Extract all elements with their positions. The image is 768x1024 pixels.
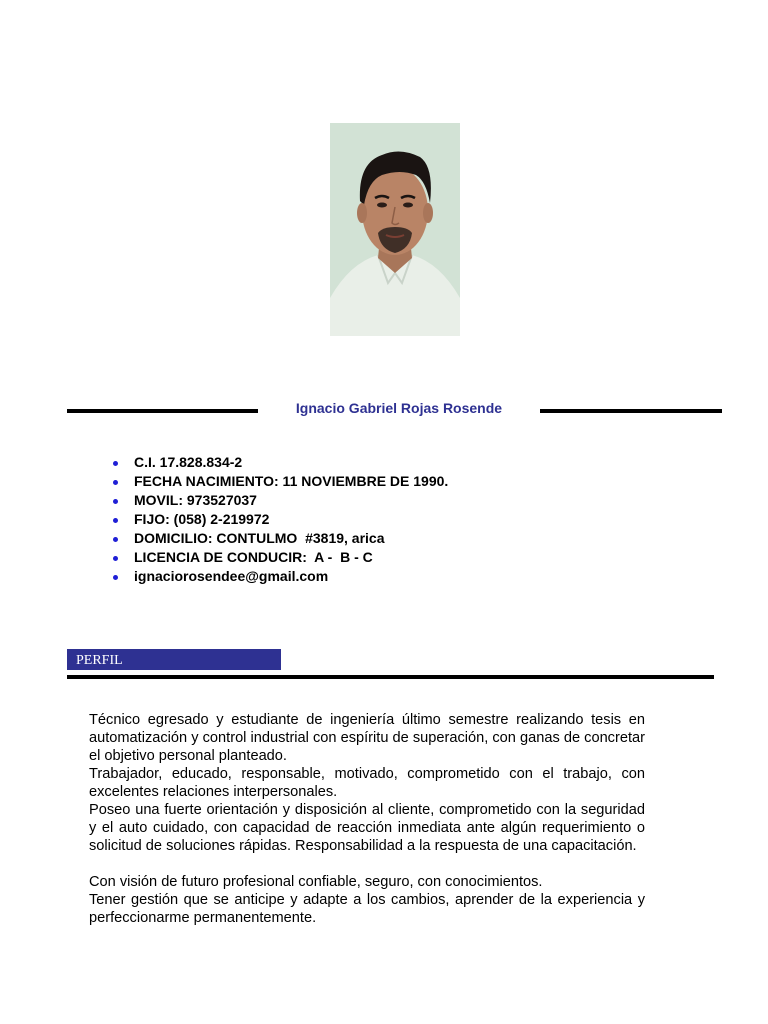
profile-paragraph: Tener gestión que se anticipe y adapte a los cambios, aprender de la experiencia y perfeccionarme permanentemente. xyxy=(89,892,645,926)
driver-license: LICENCIA DE CONDUCIR: A - B - C xyxy=(134,549,373,565)
bullet-icon xyxy=(113,556,118,561)
header-rule-left xyxy=(67,409,258,413)
profile-section-rule xyxy=(67,675,714,679)
profile-paragraph: Técnico egresado y estudiante de ingeniería último semestre realizando tesis en automatización y control industrial con espíritu de superación, con ganas de concretar el objetivo personal planteado. xyxy=(89,712,645,764)
paragraph-spacer xyxy=(89,855,645,873)
profile-photo xyxy=(330,123,460,336)
mobile-phone: MOVIL: 973527037 xyxy=(134,492,257,508)
list-item xyxy=(108,567,448,586)
bullet-icon xyxy=(113,480,118,485)
list-item xyxy=(108,453,448,472)
personal-info-list xyxy=(108,453,448,586)
list-item xyxy=(108,510,448,529)
candidate-name: Ignacio Gabriel Rojas Rosende xyxy=(295,400,503,416)
profile-paragraph: Con visión de futuro profesional confiable, seguro, con conocimientos. xyxy=(89,874,543,890)
bullet-icon xyxy=(113,499,118,504)
id-number: C.I. 17.828.834-2 xyxy=(134,454,243,470)
landline-phone: FIJO: (058) 2-219972 xyxy=(134,511,270,527)
profile-paragraph: Trabajador, educado, responsable, motivado, comprometido con el trabajo, con excelentes relaciones interpersonales. xyxy=(89,766,645,800)
bullet-icon xyxy=(113,461,118,466)
list-item xyxy=(108,529,448,548)
header-rule-right xyxy=(540,409,722,413)
bullet-icon xyxy=(113,537,118,542)
email: ignaciorosendee@gmail.com xyxy=(134,568,329,584)
list-item xyxy=(108,491,448,510)
birth-date: FECHA NACIMIENTO: 11 NOVIEMBRE DE 1990. xyxy=(134,473,449,489)
address: DOMICILIO: CONTULMO #3819, arica xyxy=(134,530,385,546)
bullet-icon xyxy=(113,575,118,580)
profile-paragraph: Poseo una fuerte orientación y disposición al cliente, comprometido con la seguridad y el auto cuidado, con capacidad de reacción inmediata ante algún requerimiento o solicitud de soluciones rápidas. Responsabilidad a la respuesta de una capacitación. xyxy=(89,802,645,854)
profile-section-heading: PERFIL xyxy=(67,649,281,670)
list-item xyxy=(108,472,448,491)
list-item xyxy=(108,548,448,567)
bullet-icon xyxy=(113,518,118,523)
profile-text xyxy=(89,711,645,927)
